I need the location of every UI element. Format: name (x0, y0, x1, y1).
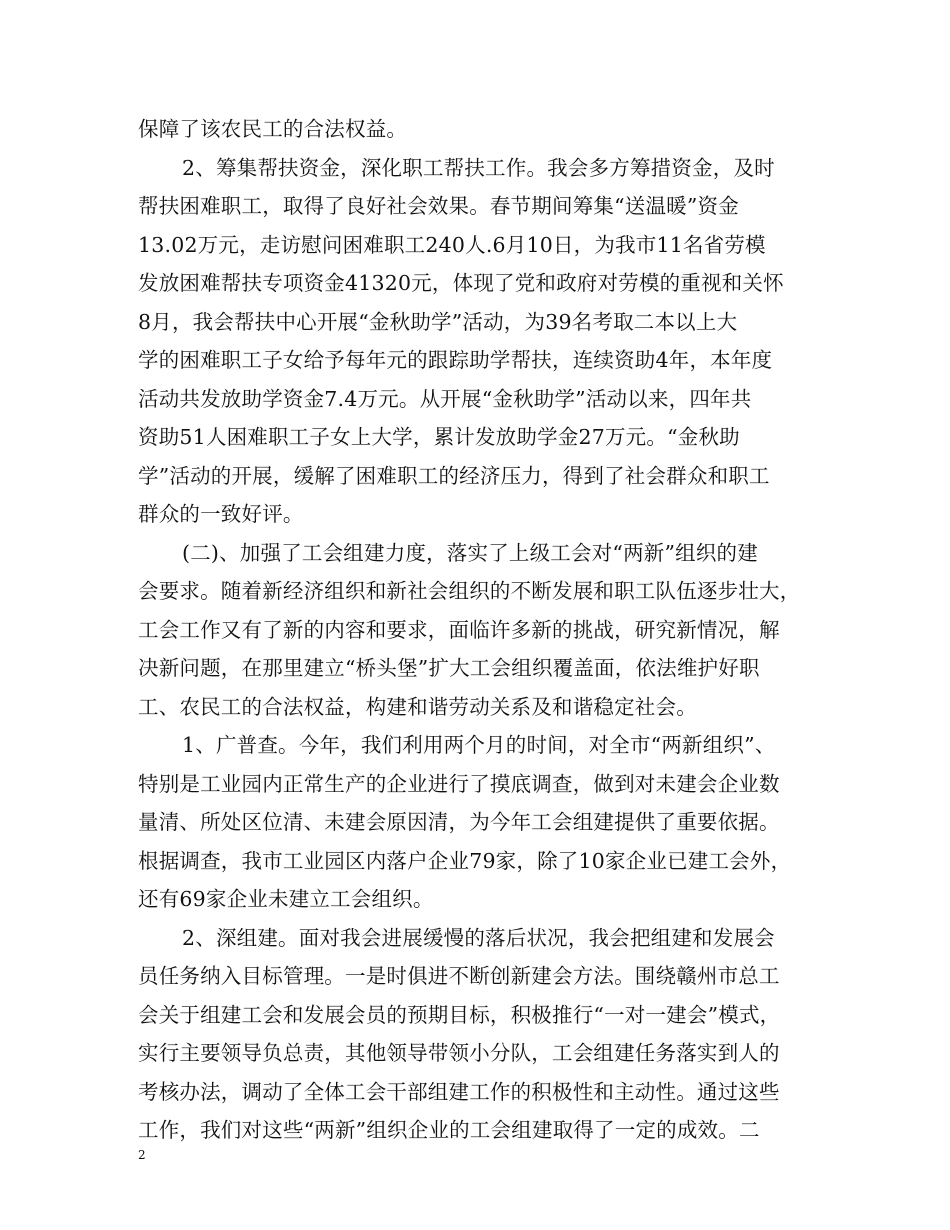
text-line: 1、广普查。今年，我们利用两个月的时间，对全市“两新组织”、 (182, 733, 776, 757)
text-line: 量清、所处区位清、未建会原因清，为今年工会组建提供了重要依据。 (138, 810, 780, 834)
text-line: 工会工作又有了新的内容和要求，面临许多新的挑战，研究新情况，解 (138, 618, 780, 642)
text-line: 学”活动的开展，缓解了困难职工的经济压力，得到了社会群众和职工 (138, 464, 770, 488)
text-line: 8月，我会帮扶中心开展“金秋助学”活动，为39名考取二本以上大 (138, 310, 738, 334)
text-line: 根据调查，我市工业园区内落户企业79家，除了10家企业已建工会外， (138, 849, 792, 873)
text-line: 会要求。随着新经济组织和新社会组织的不断发展和职工队伍逐步壮大， (138, 579, 801, 603)
text-line: 2、筹集帮扶资金，深化职工帮扶工作。我会多方筹措资金，及时 (182, 156, 775, 180)
text-line: 帮扶困难职工，取得了良好社会效果。春节期间筹集“送温暖”资金 (138, 194, 739, 218)
text-line: 群众的一致好评。 (138, 502, 304, 526)
text-line: 资助51人困难职工子女上大学，累计发放助学金27万元。“金秋助 (138, 425, 740, 449)
text-line: 还有69家企业未建立工会组织。 (138, 887, 434, 911)
text-line: 特别是工业园内正常生产的企业进行了摸底调查，做到对未建会企业数 (138, 772, 780, 796)
text-line: 考核办法，调动了全体工会干部组建工作的积极性和主动性。通过这些 (138, 1080, 780, 1104)
text-line: (二)、加强了工会组建力度，落实了上级工会对“两新”组织的建 (182, 541, 758, 565)
text-line: 工作，我们对这些“两新”组织企业的工会组建取得了一定的成效。二 (138, 1118, 760, 1142)
text-line: 决新问题，在那里建立“桥头堡”扩大工会组织覆盖面，依法维护好职 (138, 656, 760, 680)
text-line: 13.02万元，走访慰问困难职工240人.6月10日，为我市11名省劳模 (138, 233, 766, 257)
text-line: 保障了该农民工的合法权益。 (138, 117, 408, 141)
text-line: 会关于组建工会和发展会员的预期目标，积极推行“一对一建会”模式， (138, 1003, 781, 1027)
text-line: 工、农民工的合法权益，构建和谐劳动关系及和谐稳定社会。 (138, 695, 697, 719)
text-line: 活动共发放助学资金7.4万元。从开展“金秋助学”活动以来，四年共 (138, 387, 752, 411)
text-line: 学的困难职工子女给予每年元的跟踪助学帮扶，连续资助4年，本年度 (138, 348, 773, 372)
text-line: 发放困难帮扶专项资金41320元，体现了党和政府对劳模的重视和关怀 (138, 271, 784, 295)
text-line: 员任务纳入目标管理。一是时俱进不断创新建会方法。围绕赣州市总工 (138, 964, 780, 988)
text-line: 实行主要领导负总责，其他领导带领小分队，工会组建任务落实到人的 (138, 1041, 780, 1065)
page-number: 2 (138, 1148, 146, 1162)
text-line: 2、深组建。面对我会进展缓慢的落后状况，我会把组建和发展会 (182, 926, 775, 950)
